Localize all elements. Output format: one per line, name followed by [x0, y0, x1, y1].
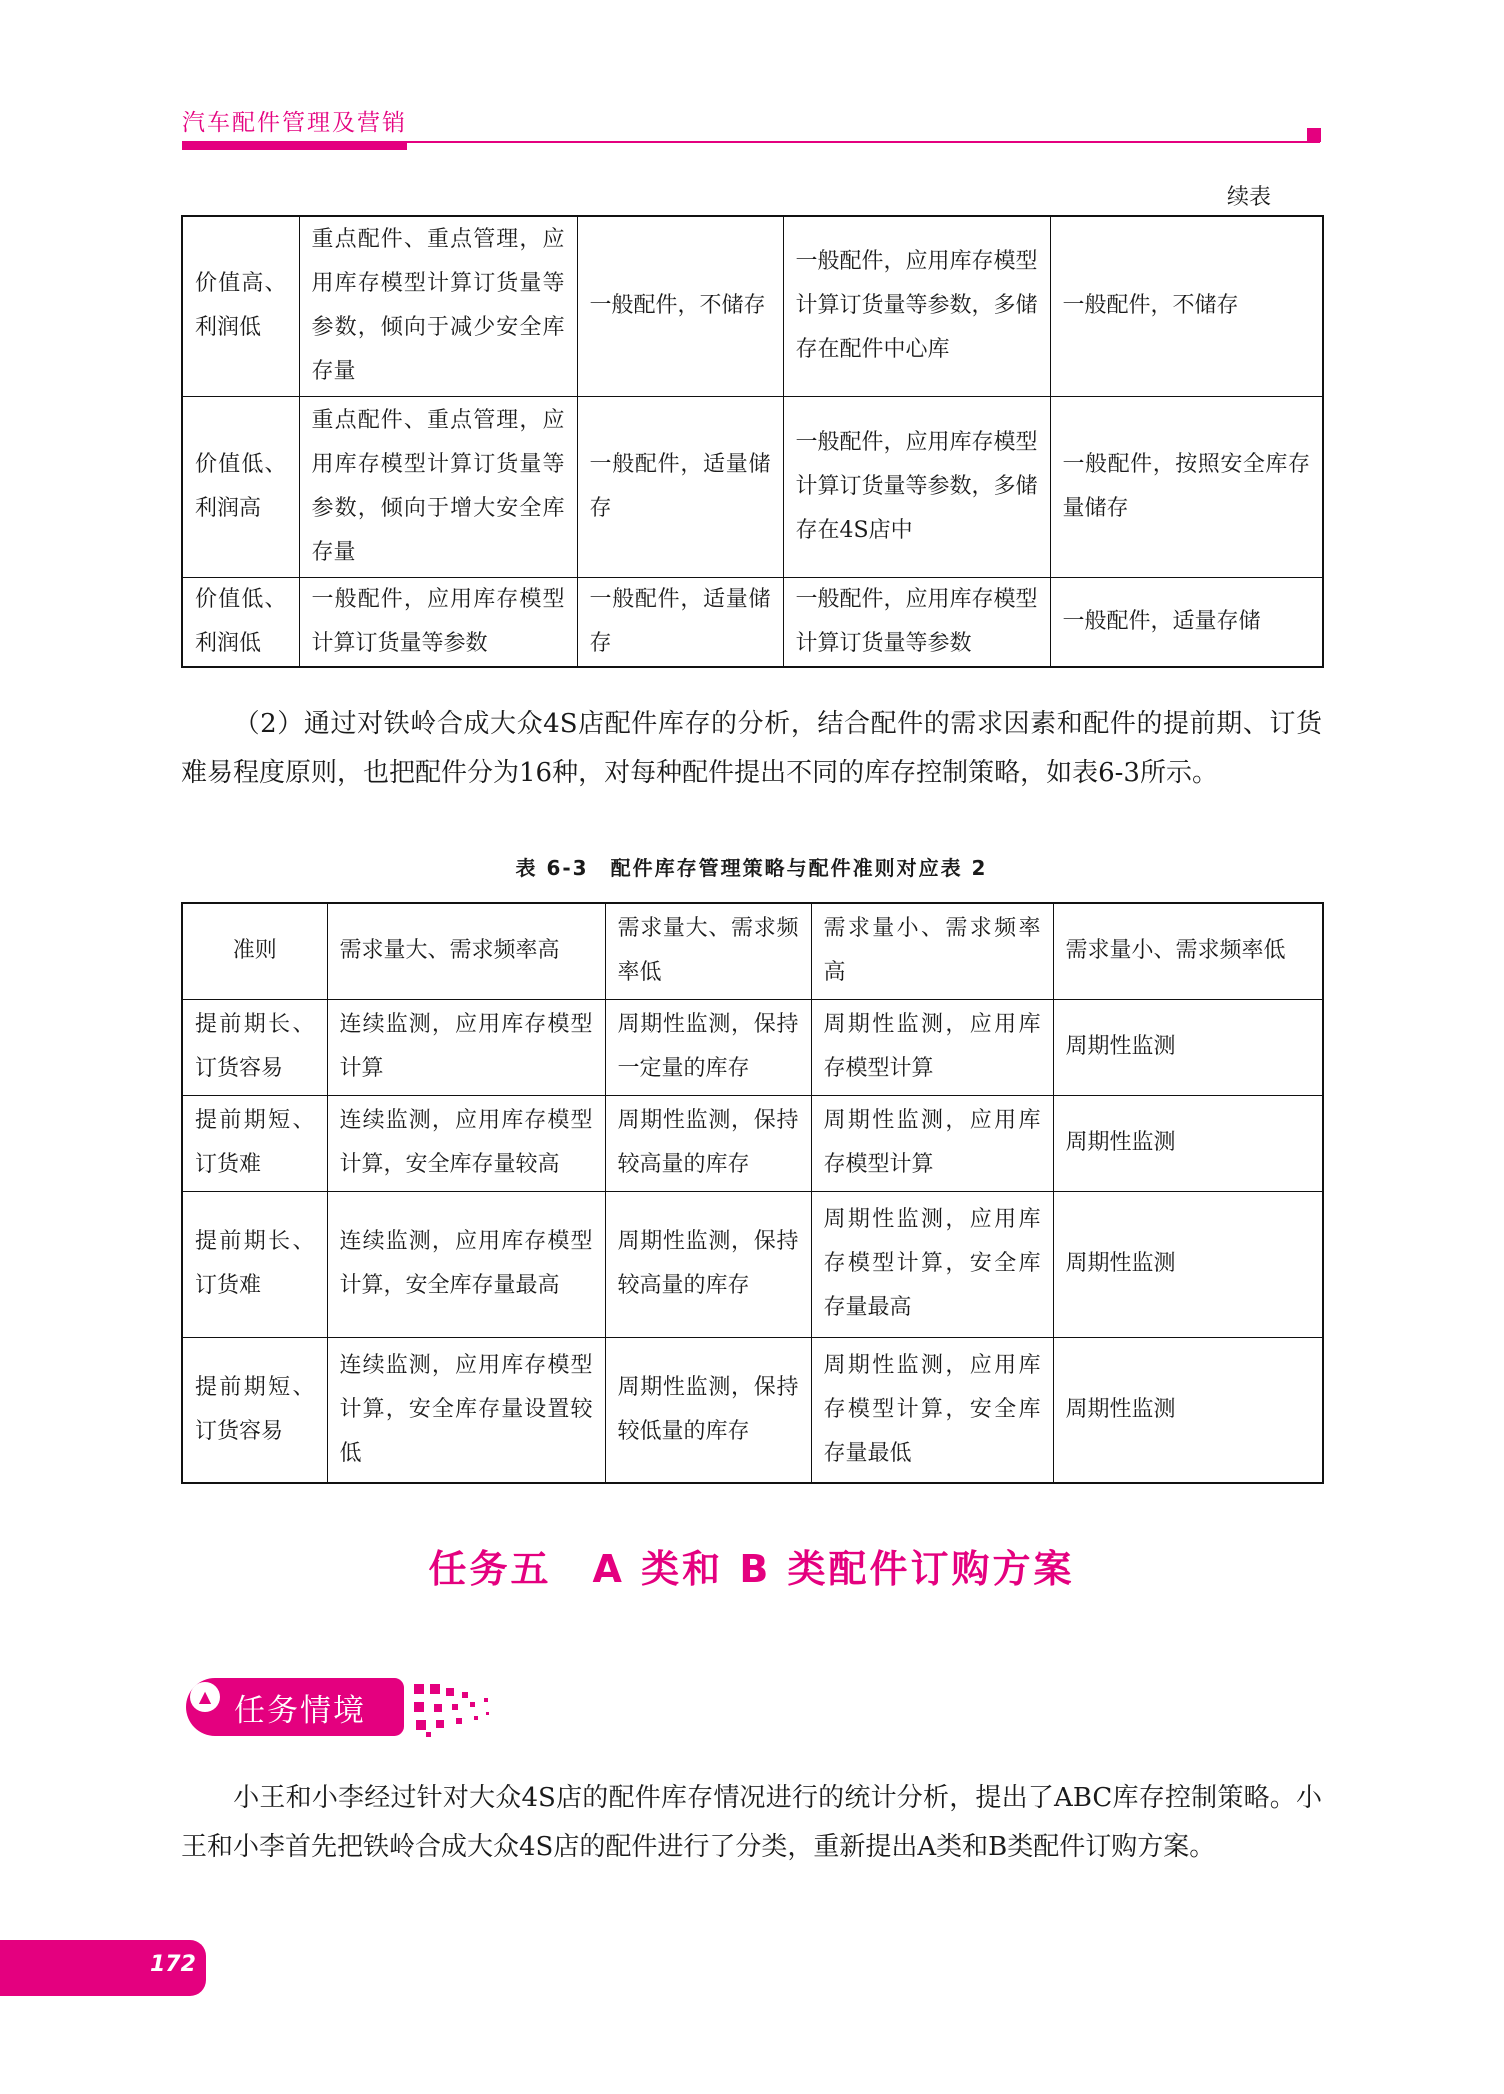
table-cell: 周期性监测: [1053, 1095, 1323, 1191]
paragraph-text: 小王和小李经过针对大众4S店的配件库存情况进行的统计分析，提出了ABC库存控制策略。小王和小李首先把铁岭合成大众4S店的配件进行了分类，重新提出A类和B类配件订购方案。: [181, 1783, 1322, 1862]
table-cell: 提前期长、订货容易: [182, 999, 327, 1095]
header-square-ornament: [1307, 128, 1321, 142]
dots-ornament: [412, 1680, 494, 1738]
table-row: [182, 577, 1323, 667]
table-cell: 周期性监测，保持较高量的库存: [605, 1095, 811, 1191]
table-header: 需求量大、需求频率高: [327, 903, 605, 999]
table-header: 需求量大、需求频率低: [605, 903, 811, 999]
table-cell: 一般配件，应用库存模型计算订货量等参数: [299, 577, 577, 667]
table-cell: 一般配件，适量储存: [577, 396, 783, 577]
table-cell: 重点配件、重点管理，应用库存模型计算订货量等参数，倾向于减少安全库存量: [299, 216, 577, 396]
table-cell: 周期性监测，应用库存模型计算: [811, 1095, 1053, 1191]
table-cell: 周期性监测，保持一定量的库存: [605, 999, 811, 1095]
table-cell: 一般配件，适量存储: [1050, 577, 1323, 667]
strategy-table: [181, 902, 1324, 1484]
table-cell: 一般配件，不储存: [1050, 216, 1323, 396]
table-row: [182, 999, 1323, 1095]
paragraph: [181, 1774, 1322, 1872]
table-cell: 周期性监测，应用库存模型计算: [811, 999, 1053, 1095]
table-cell: 一般配件，应用库存模型计算订货量等参数，多储存在配件中心库: [783, 216, 1050, 396]
table-caption: 表 6-3 配件库存管理策略与配件准则对应表 2: [515, 856, 988, 880]
task-scenario-badge: [186, 1678, 404, 1736]
table-cell: 一般配件，应用库存模型计算订货量等参数: [783, 577, 1050, 667]
book-title: 汽车配件管理及营销: [182, 110, 407, 136]
table-cell: 连续监测，应用库存模型计算，安全库存量较高: [327, 1095, 605, 1191]
table-header: 需求量小、需求频率高: [811, 903, 1053, 999]
paragraph-text: （2）通过对铁岭合成大众4S店配件库存的分析，结合配件的需求因素和配件的提前期、订货难易程度原则，也把配件分为16种，对每种配件提出不同的库存控制策略，如表6-3所示。: [181, 709, 1322, 788]
table-cell: 一般配件，按照安全库存量储存: [1050, 396, 1323, 577]
table-cell: 连续监测，应用库存模型计算，安全库存量最高: [327, 1191, 605, 1337]
table-header-row: [182, 903, 1323, 999]
continued-note: 续表: [1227, 185, 1272, 210]
up-arrow-icon: ▲: [190, 1682, 220, 1712]
table-cell: 周期性监测，保持较低量的库存: [605, 1337, 811, 1483]
table-cell: 提前期短、订货容易: [182, 1337, 327, 1483]
task-heading: 任务五 A 类和 B 类配件订购方案: [428, 1547, 1075, 1591]
table-cell: 一般配件，适量储存: [577, 577, 783, 667]
page-number: 172: [150, 1952, 196, 1977]
table-cell: 一般配件，不储存: [577, 216, 783, 396]
table-cell: 重点配件、重点管理，应用库存模型计算订货量等参数，倾向于增大安全库存量: [299, 396, 577, 577]
continued-table: [181, 215, 1324, 668]
table-header: 需求量小、需求频率低: [1053, 903, 1323, 999]
table-cell: 连续监测，应用库存模型计算: [327, 999, 605, 1095]
table-cell: 价值高、利润低: [182, 216, 299, 396]
table-cell: 周期性监测: [1053, 1191, 1323, 1337]
table-cell: 价值低、利润高: [182, 396, 299, 577]
table-cell: 连续监测，应用库存模型计算，安全库存量设置较低: [327, 1337, 605, 1483]
table-cell: 周期性监测: [1053, 1337, 1323, 1483]
table-cell: 周期性监测: [1053, 999, 1323, 1095]
header-rule-accent: [182, 143, 407, 150]
table-row: [182, 396, 1323, 577]
table-row: [182, 1095, 1323, 1191]
page-number-tab: [0, 1940, 206, 1996]
table-cell: 提前期长、订货难: [182, 1191, 327, 1337]
table-header: 准则: [182, 903, 327, 999]
table-cell: 周期性监测，保持较高量的库存: [605, 1191, 811, 1337]
table-row: [182, 1191, 1323, 1337]
paragraph: [181, 700, 1322, 798]
badge-label: 任务情境: [234, 1693, 366, 1729]
table-cell: 一般配件，应用库存模型计算订货量等参数，多储存在4S店中: [783, 396, 1050, 577]
table-row: [182, 216, 1323, 396]
table-cell: 周期性监测，应用库存模型计算，安全库存量最高: [811, 1191, 1053, 1337]
table-cell: 周期性监测，应用库存模型计算，安全库存量最低: [811, 1337, 1053, 1483]
table-cell: 提前期短、订货难: [182, 1095, 327, 1191]
table-cell: 价值低、利润低: [182, 577, 299, 667]
table-row: [182, 1337, 1323, 1483]
